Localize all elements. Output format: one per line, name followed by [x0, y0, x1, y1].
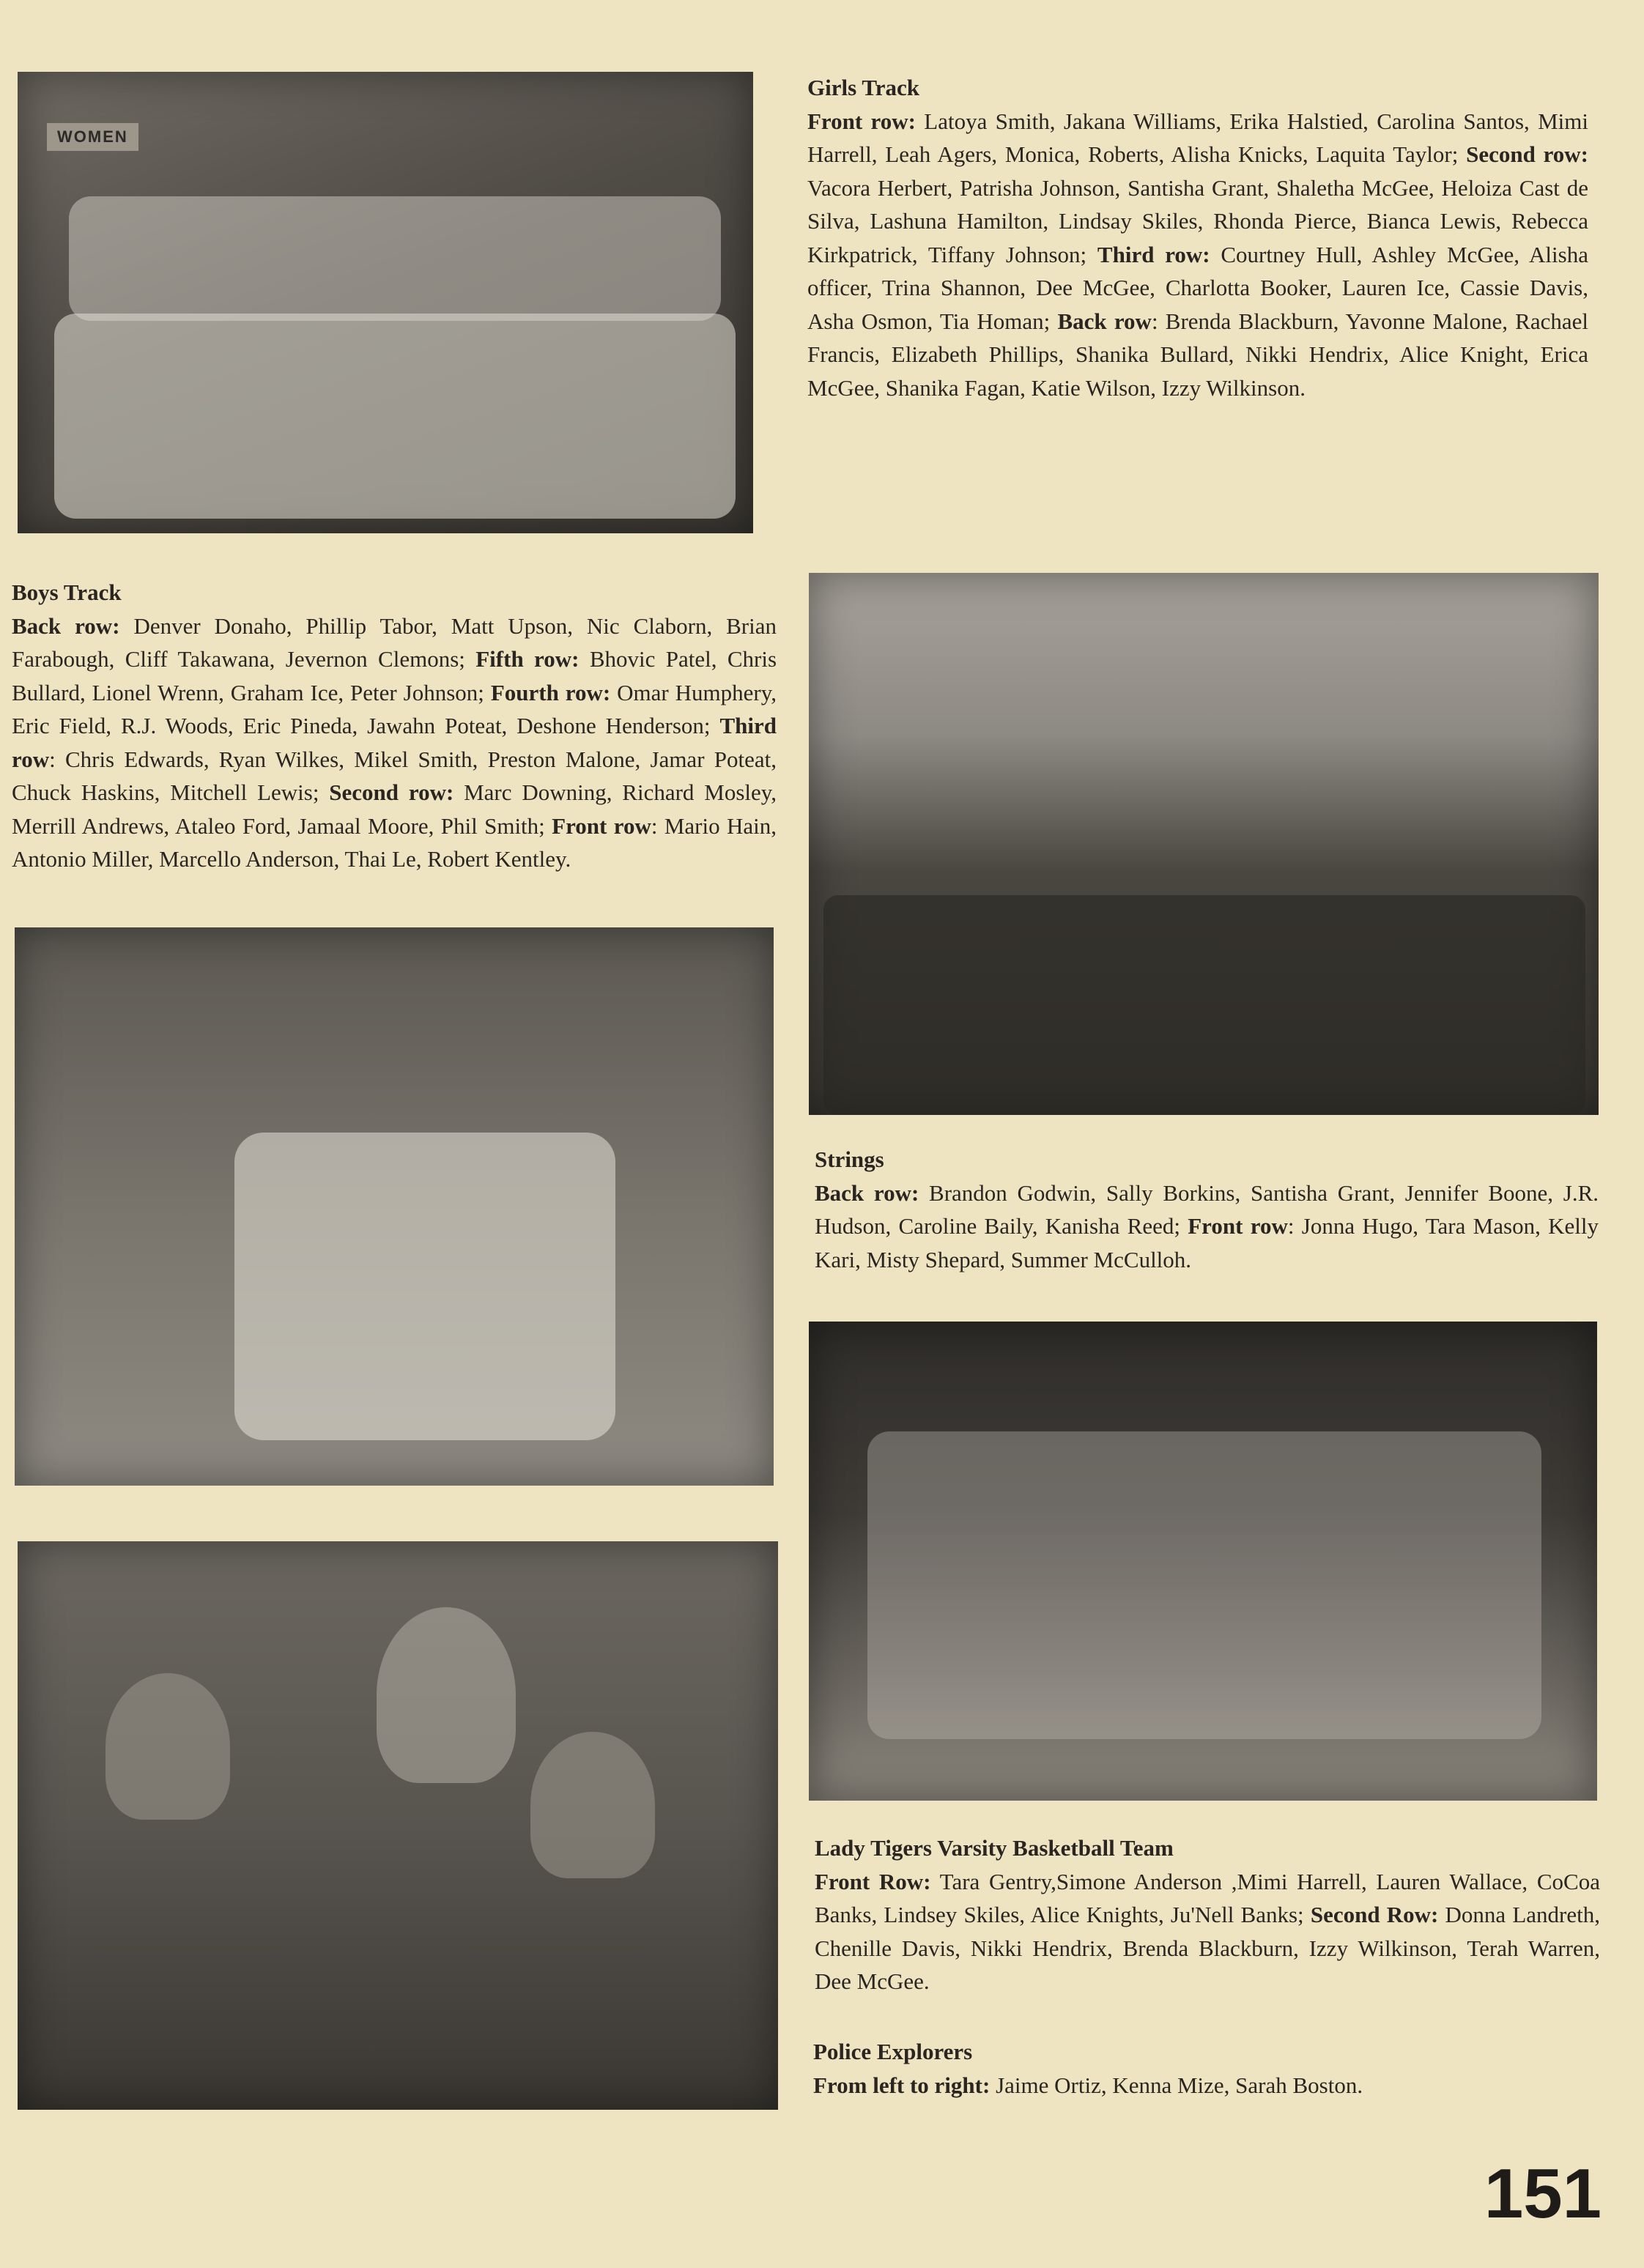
- row-label: From left to right:: [813, 2072, 991, 2098]
- police-explorers-title: Police Explorers: [813, 2039, 973, 2064]
- row-names: Jaime Ortiz, Kenna Mize, Sarah Boston.: [990, 2072, 1363, 2098]
- row-label: Second row:: [1466, 141, 1588, 167]
- police-explorers-photo: [18, 1541, 778, 2110]
- row-label: Third row: [12, 713, 777, 772]
- police-explorers-caption: [813, 2035, 1604, 2102]
- row-names: Donna Landreth, Chenille Davis, Nikki Hendrix, Brenda Blackburn, Izzy Wilkinson, Terah Warren, Dee McGee.: [815, 1902, 1600, 1994]
- row-names: Brandon Godwin, Sally Borkins, Santisha Grant, Jennifer Boone, J.R. Hudson, Caroline Baily, Kanisha Reed;: [815, 1179, 1599, 1239]
- boys-track-title: Boys Track: [12, 579, 122, 605]
- row-label: Front Row:: [815, 1868, 931, 1894]
- row-names: Courtney Hull, Ashley McGee, Alisha officer, Trina Shannon, Dee McGee, Charlotta Booker, Lauren Ice, Cassie Davis, Asha Osmon, Tia Homan;: [807, 241, 1588, 334]
- row-names: Tara Gentry,Simone Anderson ,Mimi Harrell, Lauren Wallace, CoCoa Banks, Lindsey Skiles, Alice Knights, Ju'Nell Banks;: [815, 1868, 1600, 1927]
- row-label: Fourth row:: [490, 679, 611, 705]
- basketball-title: Lady Tigers Varsity Basketball Team: [815, 1835, 1174, 1861]
- girls-track-figures: [18, 72, 753, 533]
- basketball-caption: [815, 1831, 1600, 1998]
- boys-track-figures: [809, 573, 1599, 1115]
- girls-track-caption: [807, 71, 1588, 404]
- row-names: Bhovic Patel, Chris Bullard, Lionel Wrenn, Graham Ice, Peter Johnson;: [12, 646, 777, 705]
- women-sign: WOMEN: [47, 123, 138, 151]
- row-label: Back row:: [12, 612, 120, 639]
- strings-caption: [815, 1143, 1599, 1276]
- boys-track-photo: [809, 573, 1599, 1115]
- row-label: Fifth row:: [475, 646, 580, 672]
- girls-track-photo: [18, 72, 753, 533]
- police-explorers-figures: [18, 1541, 778, 2110]
- row-label: Second row:: [329, 779, 454, 805]
- row-names: Vacora Herbert, Patrisha Johnson, Santisha Grant, Shaletha McGee, Heloiza Cast de Silva, Lashuna Hamilton, Lindsay Skiles, Rhonda Pierce, Bianca Lewis, Rebecca Kirkpatrick, Tiffany Johnson;: [807, 174, 1588, 267]
- strings-title: Strings: [815, 1146, 884, 1172]
- boys-track-caption: [12, 576, 777, 876]
- row-label: Second Row:: [1310, 1902, 1439, 1927]
- row-names: Marc Downing, Richard Mosley, Merrill Andrews, Ataleo Ford, Jamaal Moore, Phil Smith;: [12, 779, 777, 839]
- page-number: 151: [1484, 2154, 1602, 2233]
- strings-figures: [15, 927, 774, 1486]
- row-names: Omar Humphery, Eric Field, R.J. Woods, Eric Pineda, Jawahn Poteat, Deshone Henderson;: [12, 679, 777, 738]
- row-label: Front row:: [807, 108, 916, 134]
- strings-photo: [15, 927, 774, 1486]
- row-names: : Mario Hain, Antonio Miller, Marcello Anderson, Thai Le, Robert Kentley.: [12, 812, 777, 872]
- row-label: Back row: [1057, 308, 1152, 334]
- row-names: : Chris Edwards, Ryan Wilkes, Mikel Smith, Preston Malone, Jamar Poteat, Chuck Haskins, Mitchell Lewis;: [12, 746, 777, 805]
- basketball-figures: [809, 1322, 1597, 1801]
- row-names: : Jonna Hugo, Tara Mason, Kelly Kari, Misty Shepard, Summer McCulloh.: [815, 1213, 1599, 1272]
- basketball-photo: [809, 1322, 1597, 1801]
- row-names: Denver Donaho, Phillip Tabor, Matt Upson, Nic Claborn, Brian Farabough, Cliff Takawana, Jevernon Clemons;: [12, 612, 777, 672]
- row-label: Front row: [1188, 1213, 1288, 1239]
- row-label: Third row:: [1097, 241, 1210, 267]
- row-names: Latoya Smith, Jakana Williams, Erika Halstied, Carolina Santos, Mimi Harrell, Leah Agers, Monica, Roberts, Alisha Knicks, Laquita Taylor;: [807, 108, 1588, 167]
- girls-track-title: Girls Track: [807, 75, 919, 100]
- row-label: Front row: [552, 812, 651, 839]
- row-names: : Brenda Blackburn, Yavonne Malone, Rachael Francis, Elizabeth Phillips, Shanika Bullard, Nikki Hendrix, Alice Knight, Erica McGee, Shanika Fagan, Katie Wilson, Izzy Wilkinson.: [807, 308, 1589, 401]
- row-label: Back row:: [815, 1179, 919, 1206]
